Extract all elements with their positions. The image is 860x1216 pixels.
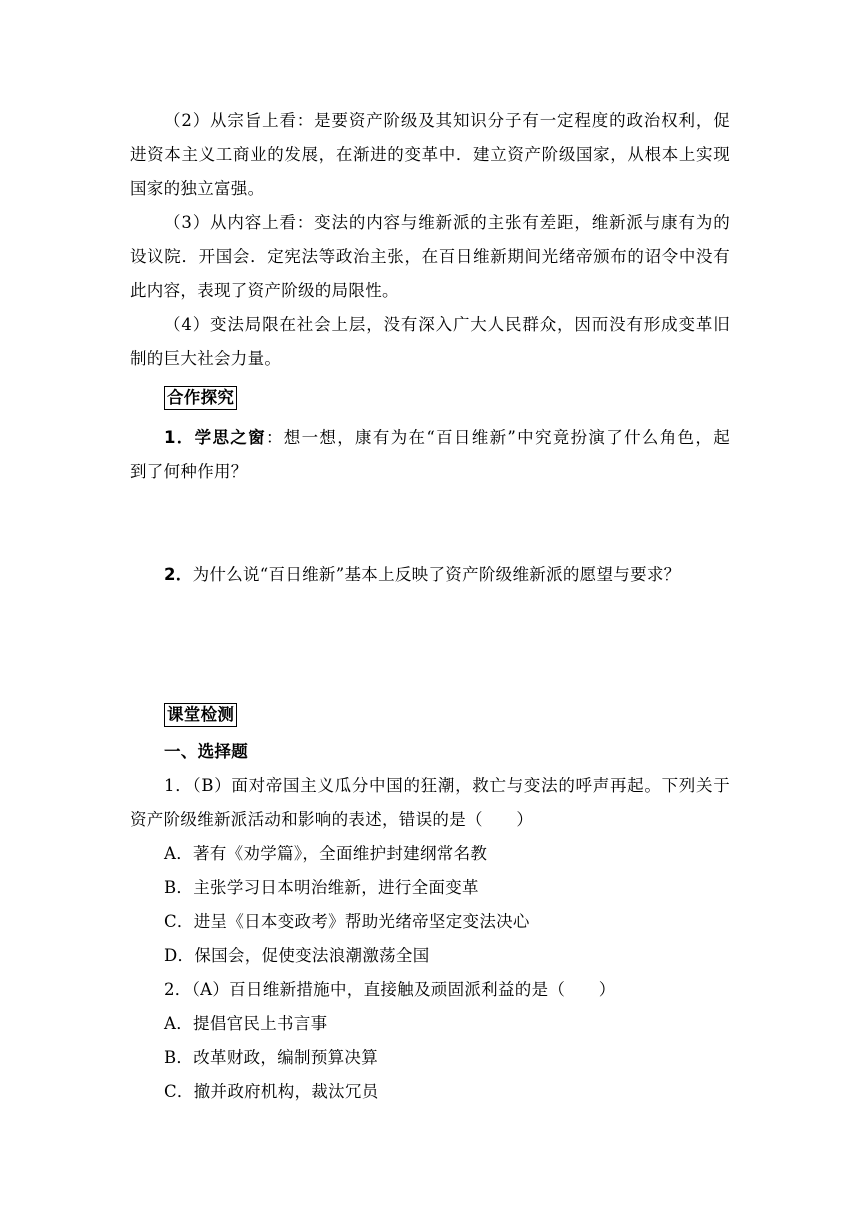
- classroom-test-heading-label: 课堂检测: [164, 703, 237, 727]
- cooperation-q1-line2: 到了何种作用？: [130, 462, 248, 481]
- analysis-p3-line1: （3）从内容上看：变法的内容与维新派的主张有差距，维新派与康有为的: [164, 213, 730, 232]
- cooperation-q2-number: 2．: [164, 565, 193, 584]
- cooperation-heading: [164, 386, 237, 410]
- question-2-option-a: A．提倡官民上书言事: [164, 1014, 328, 1033]
- cooperation-heading-label: 合作探究: [164, 386, 237, 410]
- cooperation-q1-text: ：想一想，康有为在“百日维新”中究竟扮演了什么角色，起: [265, 428, 730, 447]
- question-1-option-b: B．主张学习日本明治维新，进行全面变革: [164, 878, 479, 897]
- cooperation-q2-line: [164, 563, 680, 587]
- cooperation-q1-number: 1．: [164, 428, 195, 447]
- question-2-option-b: B．改革财政，编制预算决算: [164, 1048, 379, 1067]
- question-1-line1: 1．（B）面对帝国主义瓜分中国的狂潮，救亡与变法的呼声再起。下列关于: [164, 776, 730, 795]
- cooperation-q2-text: 为什么说“百日维新”基本上反映了资产阶级维新派的愿望与要求？: [192, 565, 681, 584]
- cooperation-q1-label: 学思之窗: [194, 428, 266, 447]
- analysis-p3-line2: 设议院．开国会．定宪法等政治主张，在百日维新期间光绪帝颁布的诏令中没有: [130, 247, 730, 266]
- analysis-p3-line3: 此内容，表现了资产阶级的局限性。: [130, 281, 399, 300]
- question-1-option-c: C．进呈《日本变政考》帮助光绪帝坚定变法决心: [164, 912, 530, 931]
- question-2-option-c: C．撤并政府机构，裁汰冗员: [164, 1082, 379, 1101]
- question-1-option-d: D．保国会，促使变法浪潮激荡全国: [164, 946, 430, 965]
- question-1-line2: 资产阶级维新派活动和影响的表述，错误的是（ ）: [130, 810, 534, 829]
- analysis-p2-line2: 进资本主义工商业的发展，在渐进的变革中．建立资产阶级国家，从根本上实现: [130, 145, 730, 164]
- cooperation-q1-line1: [164, 426, 730, 450]
- analysis-p4-line1: （4）变法局限在社会上层，没有深入广大人民群众，因而没有形成变革旧: [164, 315, 730, 334]
- section-title: 一、选择题: [164, 742, 248, 761]
- analysis-p2-line1: （2）从宗旨上看：是要资产阶级及其知识分子有一定程度的政治权利，促: [164, 111, 730, 130]
- question-1-option-a: A．著有《劝学篇》，全面维护封建纲常名教: [164, 844, 488, 863]
- analysis-p2-line3: 国家的独立富强。: [130, 179, 265, 198]
- question-2-line1: 2．（A）百日维新措施中，直接触及顽固派利益的是（ ）: [164, 980, 616, 999]
- analysis-p4-line2: 制的巨大社会力量。: [130, 349, 282, 368]
- classroom-test-heading: [164, 703, 237, 727]
